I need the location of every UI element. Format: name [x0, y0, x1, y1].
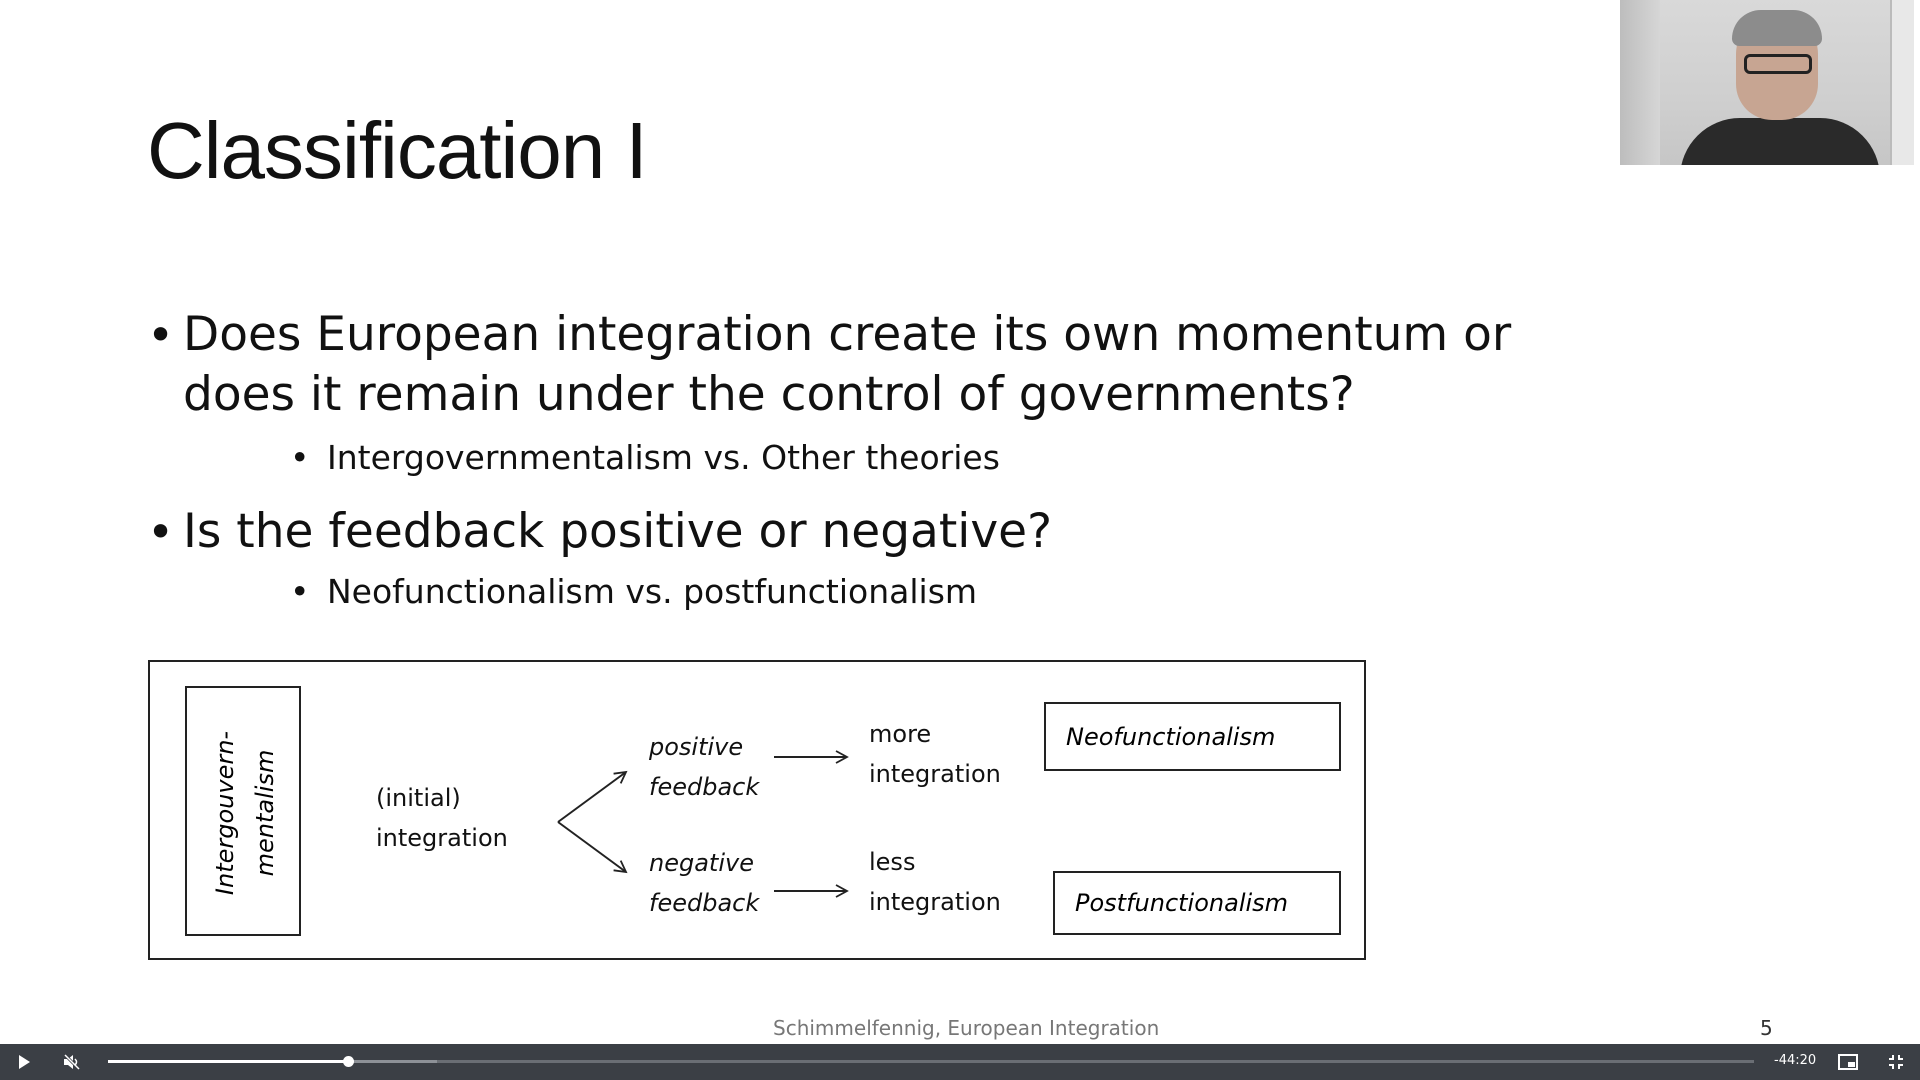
sub-bullet-text: Intergovernmentalism vs. Other theories [327, 438, 1000, 477]
sub-bullet-text: Neofunctionalism vs. postfunctionalism [327, 572, 978, 611]
sub-bullet-item [290, 438, 1000, 477]
sub-bullet-item [290, 572, 977, 611]
bullet-dot: • [147, 505, 175, 559]
label-line: feedback [649, 889, 760, 917]
presenter-figure [1732, 10, 1822, 46]
bullet-text: Is the feedback positive or negative? [183, 504, 1053, 559]
label-line: integration [869, 888, 1001, 916]
slide-title: Classification I [147, 106, 647, 195]
vertical-label-line: Intergouvern- [211, 730, 239, 896]
presenter-webcam [1620, 0, 1914, 165]
webcam-background [1620, 0, 1660, 165]
bullet-dot: • [147, 308, 175, 362]
presenter-figure [1680, 118, 1880, 165]
label-line: (initial) [376, 784, 461, 812]
play-button[interactable] [6, 1044, 42, 1080]
time-remaining: -44:20 [1774, 1053, 1817, 1068]
sub-bullet-dot: • [290, 572, 310, 611]
label-line: negative [649, 849, 754, 877]
picture-in-picture-button[interactable] [1830, 1044, 1866, 1080]
postfunctionalism-label: Postfunctionalism [1075, 889, 1289, 917]
play-icon [17, 1054, 31, 1070]
seek-handle[interactable] [343, 1056, 354, 1067]
mute-button[interactable] [54, 1044, 90, 1080]
label-line: integration [869, 760, 1001, 788]
player-control-bar [0, 1044, 1920, 1080]
bullet-text: Does European integration create its own momentum or does it remain under the control of governments? [183, 307, 1512, 422]
branch-arrow-down [558, 822, 626, 872]
presenter-figure [1744, 54, 1812, 74]
bullet-item [147, 502, 1607, 562]
slide-page-number: 5 [1760, 1016, 1773, 1040]
label-line: positive [649, 733, 744, 761]
webcam-background [1890, 0, 1914, 165]
exit-fullscreen-icon [1888, 1054, 1904, 1070]
seek-bar[interactable] [108, 1060, 1754, 1063]
picture-in-picture-icon [1838, 1054, 1858, 1070]
label-line: less [869, 848, 916, 876]
bullet-item [147, 305, 1607, 425]
label-line: integration [376, 824, 508, 852]
played-range [108, 1060, 348, 1063]
integration-diagram [148, 660, 1366, 960]
branch-arrow-up [558, 772, 626, 822]
diagram-arrows [150, 662, 1364, 958]
muted-speaker-icon [63, 1054, 81, 1070]
sub-bullet-dot: • [290, 438, 310, 477]
label-line: more [869, 720, 932, 748]
vertical-label-line: mentalism [251, 749, 279, 877]
neofunctionalism-label: Neofunctionalism [1066, 722, 1276, 751]
exit-fullscreen-button[interactable] [1878, 1044, 1914, 1080]
slide-footer: Schimmelfennig, European Integration [773, 1016, 1160, 1040]
label-line: feedback [649, 773, 760, 801]
